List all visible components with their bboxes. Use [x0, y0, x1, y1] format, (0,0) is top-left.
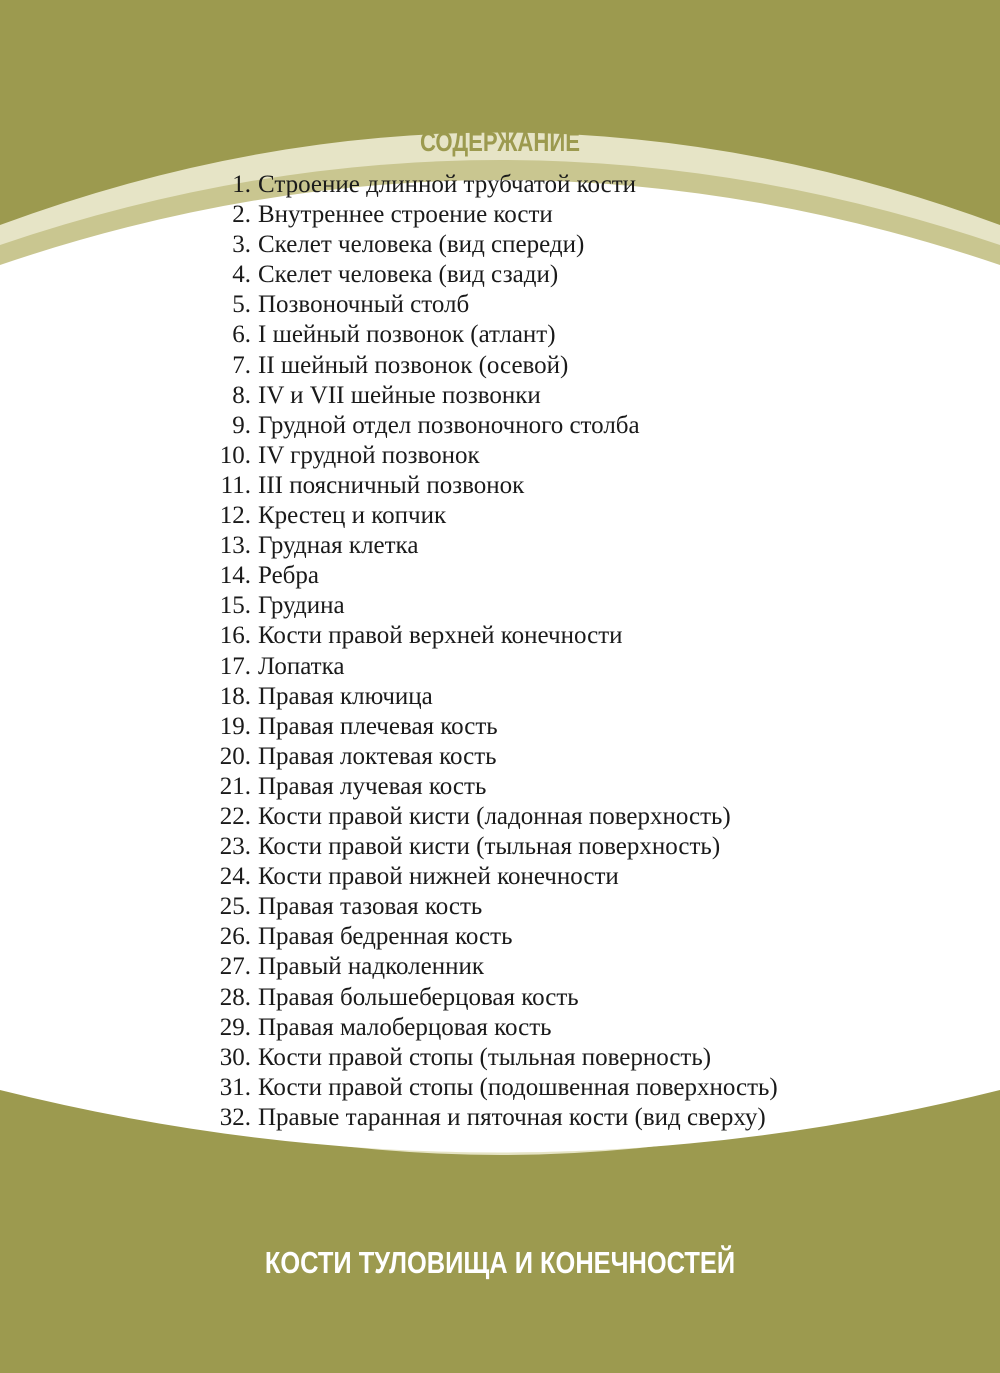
toc-item [200, 1103, 880, 1133]
toc-item [200, 351, 880, 381]
toc-item-number: 14. [219, 562, 251, 590]
toc-item [200, 712, 880, 742]
toc-item-number: 17. [219, 652, 251, 680]
toc-item-number: 29. [219, 1013, 251, 1041]
toc-item-title: Правые таранная и пяточная кости (вид сверху) [258, 1103, 766, 1131]
toc-item-title: Грудная клетка [258, 532, 419, 560]
toc-item [200, 862, 880, 892]
toc-item-number: 12. [219, 502, 251, 530]
toc-item-title: Скелет человека (вид сзади) [258, 261, 559, 289]
toc-item-title: Правый надколенник [258, 953, 484, 981]
toc-item-title: Кости правой верхней конечности [258, 622, 623, 650]
toc-item [200, 501, 880, 531]
toc-item [200, 170, 880, 200]
toc-item-title: Правая малоберцовая кость [258, 1013, 552, 1041]
toc-item-number: 9. [232, 411, 251, 439]
table-of-contents [200, 170, 880, 1133]
toc-item [200, 1043, 880, 1073]
toc-item-title: Правая ключица [258, 682, 433, 710]
toc-item-title: Правая большеберцовая кость [258, 983, 579, 1011]
toc-item-title: Лопатка [258, 652, 345, 680]
toc-item-title: Скелет человека (вид спереди) [258, 231, 585, 259]
toc-item-number: 8. [232, 381, 251, 409]
toc-item-number: 18. [219, 682, 251, 710]
toc-item [200, 682, 880, 712]
toc-item-title: Крестец и копчик [258, 502, 447, 530]
toc-item [200, 742, 880, 772]
toc-item [200, 952, 880, 982]
toc-item [200, 260, 880, 290]
toc-item-title: III поясничный позвонок [258, 471, 525, 499]
toc-item-title: Правая бедренная кость [258, 923, 513, 951]
toc-item-number: 21. [219, 772, 251, 800]
toc-item-number: 20. [219, 742, 251, 770]
toc-item-title: Правая тазовая кость [258, 893, 483, 921]
toc-item-title: Правая плечевая кость [258, 712, 498, 740]
toc-item-number: 27. [219, 953, 251, 981]
toc-item-title: Правая локтевая кость [258, 742, 497, 770]
toc-item [200, 1073, 880, 1103]
toc-item-title: Грудина [258, 592, 345, 620]
toc-item-number: 24. [219, 863, 251, 891]
toc-item-title: Позвоночный столб [258, 291, 470, 319]
toc-item [200, 652, 880, 682]
toc-item-number: 11. [220, 471, 251, 499]
toc-item-title: Кости правой нижней конечности [258, 863, 619, 891]
toc-item [200, 200, 880, 230]
toc-item-number: 10. [219, 441, 251, 469]
toc-item-title: Строение длинной трубчатой кости [258, 171, 637, 198]
toc-item [200, 441, 880, 471]
toc-item-number: 16. [219, 622, 251, 650]
toc-item-title: Ребра [258, 562, 319, 590]
toc-item [200, 531, 880, 561]
toc-item-number: 13. [219, 532, 251, 560]
toc-item [200, 983, 880, 1013]
toc-item [200, 621, 880, 651]
toc-item [200, 320, 880, 350]
toc-item-title: Кости правой кисти (ладонная поверхность) [258, 802, 731, 830]
toc-item-number: 23. [219, 833, 251, 861]
toc-item [200, 832, 880, 862]
toc-item-number: 2. [232, 201, 251, 229]
footer-title: КОСТИ ТУЛОВИЩА И КОНЕЧНОСТЕЙ [264, 1245, 736, 1280]
toc-item [200, 230, 880, 260]
contents-heading: СОДЕРЖАНИЕ [419, 127, 581, 157]
toc-item [200, 381, 880, 411]
toc-item [200, 802, 880, 832]
toc-item-title: Кости правой стопы (подошвенная поверхность) [258, 1073, 778, 1101]
toc-item [200, 922, 880, 952]
toc-item-number: 4. [232, 261, 251, 289]
toc-item-number: 26. [219, 923, 251, 951]
toc-item-title: I шейный позвонок (атлант) [258, 321, 556, 349]
toc-item-title: IV грудной позвонок [258, 441, 480, 469]
toc-item-number: 31. [219, 1073, 251, 1101]
toc-item-title: II шейный позвонок (осевой) [258, 351, 569, 379]
toc-item-number: 19. [219, 712, 251, 740]
toc-item [200, 892, 880, 922]
toc-item-title: Кости правой стопы (тыльная поверность) [258, 1043, 712, 1071]
toc-item-title: Кости правой кисти (тыльная поверхность) [258, 833, 721, 861]
toc-item-number: 32. [219, 1103, 251, 1131]
toc-item-number: 1. [232, 171, 251, 198]
toc-item-title: IV и VII шейные позвонки [258, 381, 541, 409]
toc-item [200, 290, 880, 320]
toc-item-number: 5. [232, 291, 251, 319]
toc-item [200, 591, 880, 621]
toc-item-number: 22. [219, 802, 251, 830]
toc-item [200, 1013, 880, 1043]
toc-item-title: Внутреннее строение кости [258, 201, 553, 229]
toc-item [200, 471, 880, 501]
toc-item-number: 25. [219, 893, 251, 921]
toc-item-number: 6. [232, 321, 251, 349]
toc-item-number: 7. [232, 351, 251, 379]
toc-item-number: 15. [219, 592, 251, 620]
toc-item [200, 772, 880, 802]
toc-item-title: Грудной отдел позвоночного столба [258, 411, 640, 439]
toc-item-number: 30. [219, 1043, 251, 1071]
toc-item-number: 3. [232, 231, 251, 259]
toc-item [200, 411, 880, 441]
toc-item-number: 28. [219, 983, 251, 1011]
toc-item [200, 561, 880, 591]
toc-item-title: Правая лучевая кость [258, 772, 487, 800]
